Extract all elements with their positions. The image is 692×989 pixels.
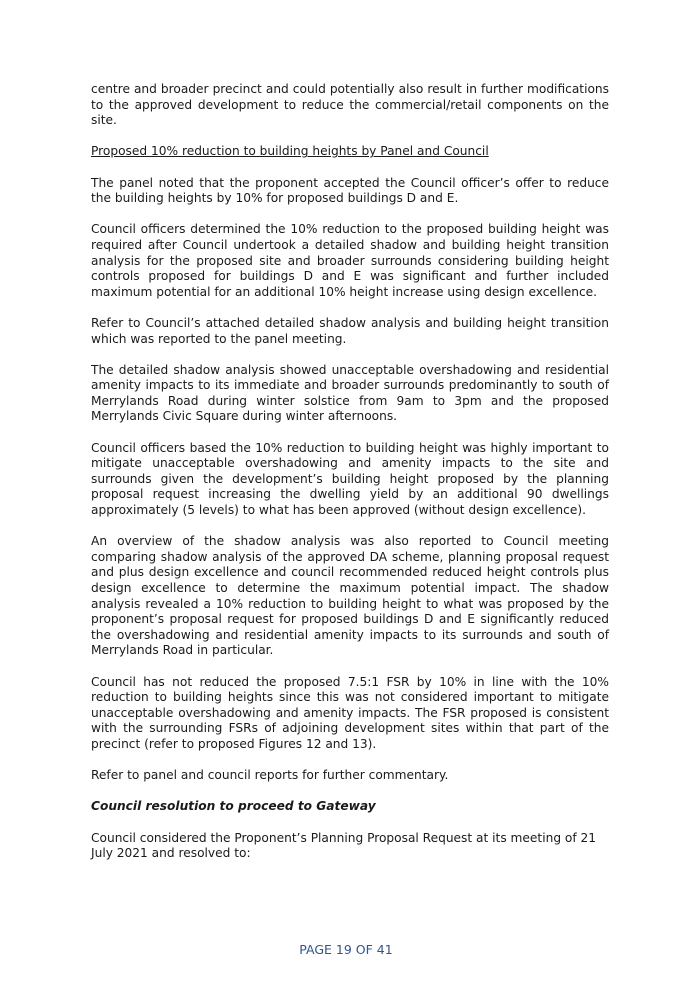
- document-body: [91, 82, 609, 877]
- paragraph-council-considered: Council considered the Proponent’s Planning Proposal Request at its meeting of 21 July 2021 and resolved to:: [91, 830, 597, 861]
- paragraph-overview-shadow: An overview of the shadow analysis was also reported to Council meeting comparing shadow analysis of the approved DA scheme, planning proposal request and plus design excellence and council recommended reduced height controls plus design excellence to determine the maximum potential impact. The shadow analysis revealed a 10% reduction to building height to what was proposed by the proponent’s proposal request for proposed buildings D and E significantly reduced the overshadowing and residential amenity impacts to its surrounds and south of Merrylands Road in particular.: [91, 534, 609, 658]
- paragraph-officers-based: Council officers based the 10% reduction to building height was highly important to mitigate unacceptable overshadowing and amenity impacts to the site and surrounds given the development’s building height proposed by the planning proposal request increasing the dwelling yield by an additional 90 dwellings approximately (5 levels) to what has been approved (without design excellence).: [91, 440, 609, 518]
- paragraph-panel-noted: The panel noted that the proponent accepted the Council officer’s offer to reduce the building heights by 10% for proposed buildings D and E.: [91, 175, 609, 206]
- paragraph-detailed-shadow: The detailed shadow analysis showed unacceptable overshadowing and residential amenity impacts to its immediate and broader surrounds predominantly to south of Merrylands Road during winter solstice from 9am to 3pm and the proposed Merrylands Civic Square during winter afternoons.: [91, 362, 609, 424]
- paragraph-refer-reports: Refer to panel and council reports for further commentary.: [91, 768, 449, 783]
- section-heading-height-reduction: Proposed 10% reduction to building heights by Panel and Council: [91, 144, 489, 159]
- paragraph-intro-continuation: centre and broader precinct and could potentially also result in further modifications to the approved development to reduce the commercial/retail components on the site.: [91, 82, 609, 128]
- paragraph-fsr: Council has not reduced the proposed 7.5:1 FSR by 10% in line with the 10% reduction to building heights since this was not considered important to mitigate unacceptable overshadowing and amenity impacts. The FSR proposed is consistent with the surrounding FSRs of adjoining development sites within that part of the precinct (refer to proposed Figures 12 and 13).: [91, 674, 609, 751]
- paragraph-refer-shadow-analysis: Refer to Council’s attached detailed shadow analysis and building height transition which was reported to the panel meeting.: [91, 315, 609, 346]
- paragraph-officers-determined: Council officers determined the 10% reduction to the proposed building height was required after Council undertook a detailed shadow and building height transition analysis for the proposed site and broader surrounds considering building height controls proposed for buildings D and E was significant and further included maximum potential for an additional 10% height increase using design excellence.: [91, 222, 609, 299]
- section-heading-council-resolution: Council resolution to proceed to Gateway: [91, 799, 376, 814]
- page-number: PAGE 19 OF 41: [299, 942, 393, 957]
